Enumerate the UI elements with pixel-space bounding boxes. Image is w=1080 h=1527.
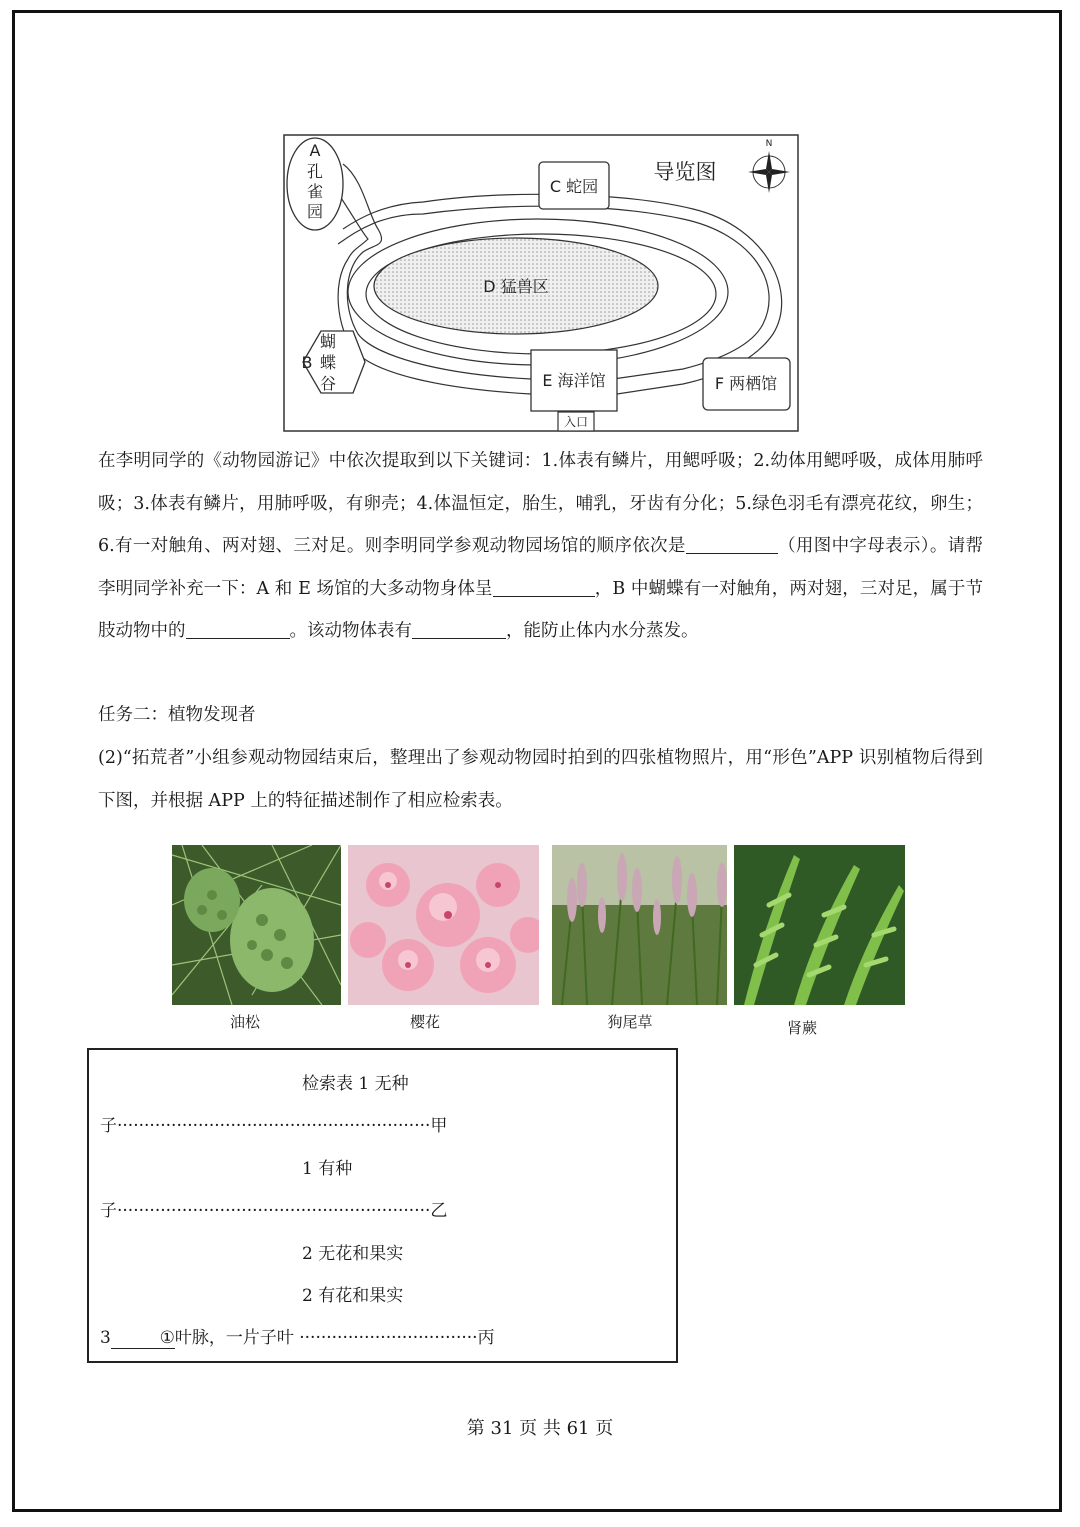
fern-photo [734, 845, 905, 1005]
e-label: E 海洋馆 [542, 371, 606, 390]
question-paragraph [98, 440, 983, 653]
key-line-7 [100, 1323, 495, 1349]
b-name-2: 蝶 [319, 353, 337, 372]
key-line-7-text: 叶脉，一片子叶 ·································丙 [174, 1328, 495, 1348]
key-line-3: 1 有种 [302, 1159, 353, 1179]
question-text-2: （用图中字母表示）。请帮李明同学补充一下：A 和 E 场馆的大多动物身体呈 [98, 536, 983, 599]
question-text-4: 。该动物体表有 [289, 621, 412, 641]
key-line-7-number: 3 [100, 1328, 111, 1348]
map-title: 导览图 [653, 160, 717, 184]
caption-cherry: 樱花 [409, 1013, 440, 1031]
b-name-1: 蝴 [319, 332, 337, 351]
answer-blank-1[interactable] [686, 535, 778, 554]
question-text-5: ，能防止体内水分蒸发。 [506, 621, 699, 641]
a-letter: A [309, 141, 321, 160]
b-letter: B [301, 353, 313, 372]
key-line-1: 检索表 1 无种 [302, 1074, 409, 1094]
key-table [87, 1048, 678, 1363]
question-text-3: ，B 中蝴蝶有一对触角，两对翅，三对足，属于节肢动物中的 [98, 578, 983, 641]
key-blank-1[interactable]: ① [111, 1328, 175, 1349]
answer-blank-4[interactable] [412, 620, 506, 639]
c-label: C 蛇园 [549, 177, 599, 196]
cherry-photo [348, 845, 539, 1005]
b-name-3: 谷 [319, 374, 337, 393]
task2-title: 任务二：植物发现者 [98, 705, 256, 725]
page-footer: 第 31 页 共 61 页 [466, 1418, 614, 1439]
task2-paragraph: (2)“拓荒者”小组参观动物园结束后，整理出了参观动物园时拍到的四张植物照片，用“形色”APP 识别植物后得到下图，并根据 APP 上的特征描述制作了相应检索表。 [98, 748, 983, 811]
caption-foxtail: 狗尾草 [607, 1013, 653, 1031]
answer-blank-3[interactable] [186, 620, 290, 639]
key-line-5: 2 无花和果实 [302, 1244, 404, 1264]
entrance-label: 入口 [563, 415, 589, 429]
question-text-1: 在李明同学的《动物园游记》中依次提取到以下关键词：1.体表有鳞片，用鳃呼吸；2.幼体用鳃呼吸，成体用肺呼吸；3.体表有鳞片，用肺呼吸，有卵壳；4.体温恒定，胎生，哺乳，牙齿有分化；5.绿色羽毛有漂亮花纹，卵生；6.有一对触角、两对翅、三对足。则李明同学参观动物园场馆的顺序依次是 [98, 451, 983, 556]
key-line-2: 子··························································甲 [100, 1116, 448, 1136]
foxtail-photo [552, 845, 727, 1005]
a-name-2: 雀 [306, 182, 324, 201]
a-name-3: 园 [306, 202, 324, 221]
zoo-map [283, 134, 799, 432]
plant-photos [0, 845, 1080, 1045]
compass-letter: N [765, 139, 773, 149]
a-name-1: 孔 [306, 162, 324, 181]
key-line-6: 2 有花和果实 [302, 1286, 404, 1306]
pine-photo [172, 845, 341, 1005]
d-label: D 猛兽区 [483, 277, 549, 296]
caption-pine: 油松 [229, 1013, 260, 1031]
answer-blank-2[interactable] [493, 578, 595, 597]
f-label: F 两栖馆 [714, 374, 778, 393]
key-line-4: 子··························································乙 [100, 1201, 448, 1221]
caption-fern: 肾蕨 [786, 1019, 817, 1037]
